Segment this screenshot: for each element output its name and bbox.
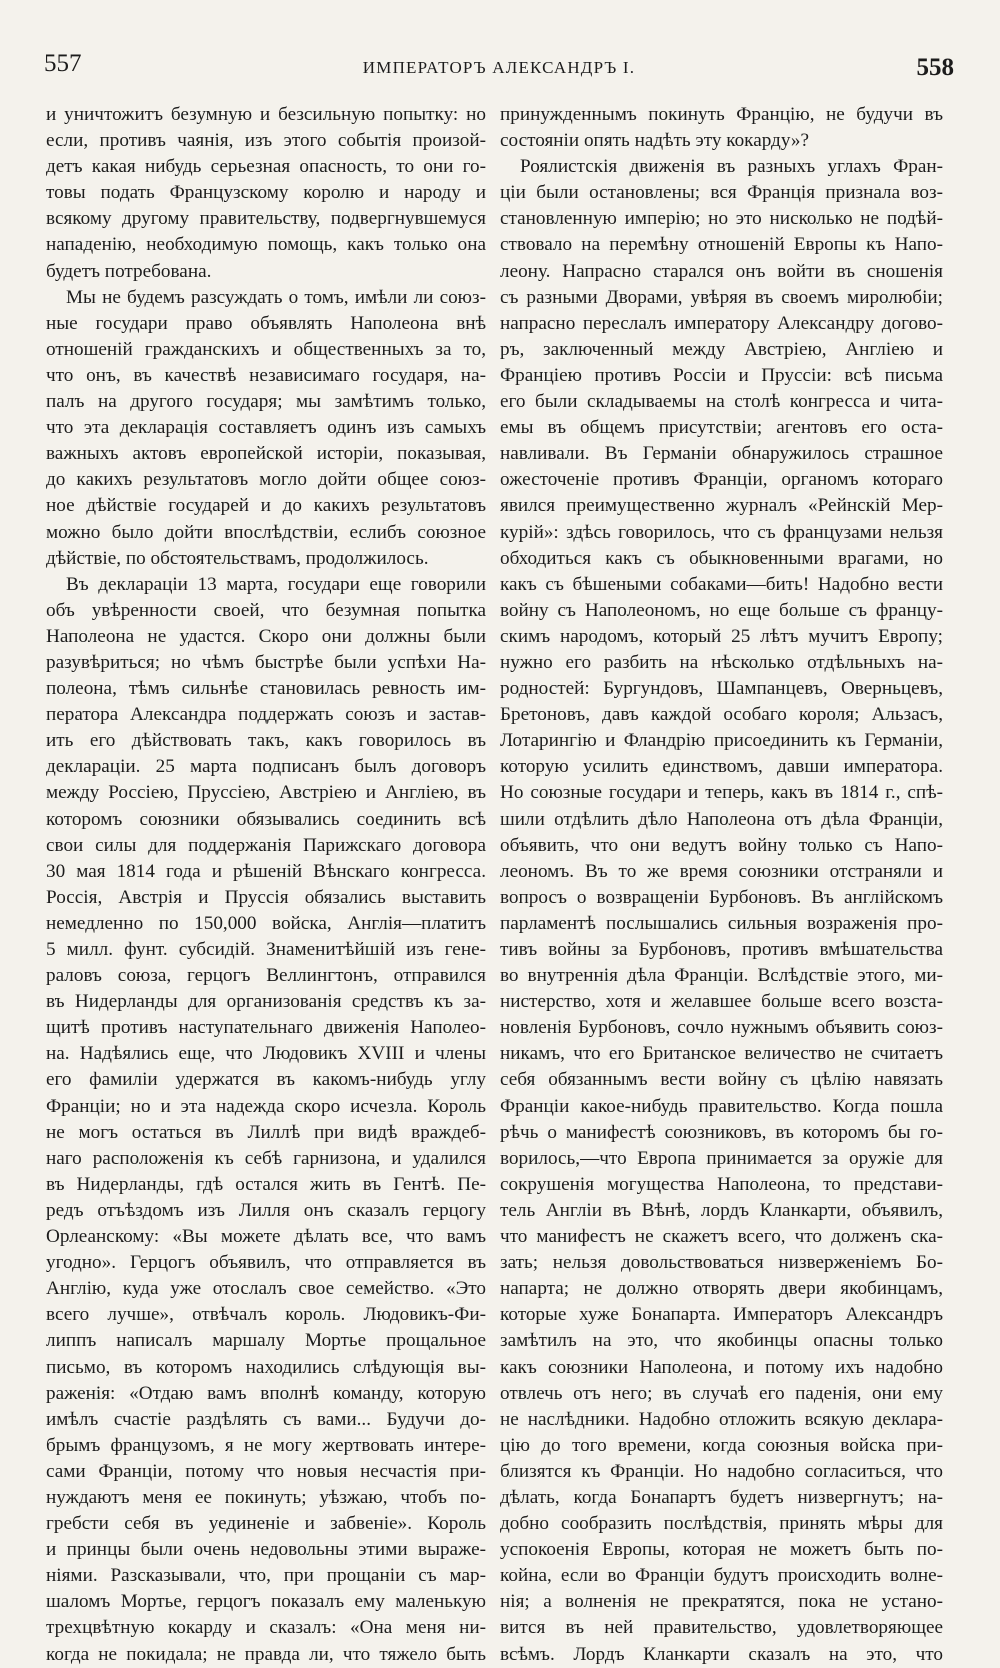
text-line: письмо, въ которомъ находились слѣдующія вы- — [46, 1356, 486, 1378]
text-line: липпъ написалъ маршалу Мортье прощальное — [46, 1330, 486, 1352]
text-line: которомъ союзники обязывались соединить всѣ — [46, 808, 486, 830]
text-line: ное дѣйствіе государей и до какихъ результатовъ — [46, 495, 486, 517]
text-line: напарта; не должно отворять двери якобинцамъ, — [500, 1278, 943, 1300]
text-line: обходиться какъ съ обыкновенными врагами, но — [500, 547, 943, 569]
text-line: объявить, что они ведутъ войну только съ Напо- — [500, 834, 943, 856]
page-number-left: 557 — [44, 50, 82, 77]
text-line: ные государи право объявлять Наполеона внѣ — [46, 312, 486, 334]
running-head — [44, 46, 954, 86]
text-line: ціи были остановлены; вся Франція признала воз- — [500, 182, 943, 204]
text-line: разувѣриться; но чѣмъ быстрѣе были успѣхи На- — [46, 651, 486, 673]
text-line: родностей: Бургундовъ, Шампанцевъ, Оверньцевъ, — [500, 678, 943, 700]
text-line: его фамиліи удержатся въ какомъ-нибудь углу — [46, 1069, 486, 1091]
text-line: между Россіею, Пруссіею, Австріею и Англіею, въ — [46, 782, 486, 804]
text-line: сами Франціи, потому что новыя несчастія при- — [46, 1460, 486, 1482]
text-line: рѣчь о манифестѣ союзниковъ, въ которомъ бы го- — [500, 1121, 943, 1143]
text-line: дѣлать, когда Бонапартъ будетъ низвергнутъ; на- — [500, 1486, 943, 1508]
text-line: Бретоновъ, давъ каждой особаго короля; Альзасъ, — [500, 704, 943, 726]
text-line: важныхъ актовъ европейской исторіи, показывая, — [46, 443, 486, 465]
text-line: Лотарингію и Фландрію присоединить къ Германіи, — [500, 730, 943, 752]
text-line: не могъ остаться въ Лиллѣ при видѣ враждеб- — [46, 1121, 486, 1143]
text-line: навливали. Въ Германіи обнаружилось страшное — [500, 443, 943, 465]
text-line: курій»: здѣсь говорилось, что съ французами нельзя — [500, 521, 943, 543]
text-line: Въ деклараціи 13 марта, государи еще говорили — [66, 573, 486, 595]
text-line: принужденнымъ покинуть Францію, не будучи въ — [500, 104, 943, 125]
text-line: Англію, куда уже отослалъ свое семейство. «Это — [46, 1278, 486, 1300]
text-line: Орлеанскому: «Вы можете дѣлать все, что вамъ — [46, 1226, 486, 1248]
text-line: добно сообразить послѣдствія, принять мѣры для — [500, 1513, 943, 1535]
text-line: когда не покидала; не правда ли, что тяжело быть — [46, 1643, 486, 1665]
text-line: что онъ, въ качествѣ независимаго государя, на- — [46, 364, 486, 386]
text-line: его были складываемы на столѣ конгресса и чита- — [500, 391, 943, 413]
text-line: наго расположенія къ себѣ гарнизона, и удалился — [46, 1147, 486, 1169]
text-line: трехцвѣтную кокарду и сказалъ: «Она меня ни- — [46, 1617, 486, 1639]
text-line: всякому другому правительству, подвергнувшемуся — [46, 208, 486, 230]
text-line: на. Надѣялись еще, что Людовикъ XVIII и члены — [46, 1043, 486, 1065]
text-line: себя обязаннымъ вести войну съ цѣлію навязать — [500, 1069, 943, 1091]
text-line: скимъ народомъ, который 25 лѣтъ мучитъ Европу; — [500, 625, 943, 647]
text-line: цію до того времени, когда союзныя войска при- — [500, 1434, 943, 1456]
text-line: которую усилить единствомъ, давши императора. — [500, 756, 943, 778]
text-line: если, противъ чаянія, изъ этого событія произой- — [46, 130, 486, 152]
text-line: детъ какая нибудь серьезная опасность, то они го- — [46, 156, 486, 178]
text-line: отношеній гражданскихъ и общественныхъ за то, — [46, 338, 486, 360]
text-line: ператора Александра поддержать союзъ и застав- — [46, 704, 486, 726]
text-line: 30 мая 1814 года и рѣшеній Вѣнскаго конгресса. — [46, 860, 486, 882]
text-line: нія; а волненія не прекратятся, пока не устано- — [500, 1591, 943, 1613]
text-line: можно было дойти впослѣдствіи, еслибъ союзное — [46, 521, 486, 543]
text-line: койна, если во Франціи будутъ происходить волне- — [500, 1565, 943, 1587]
text-line: тивъ войны за Бурбоновъ, противъ вмѣшательства — [500, 939, 943, 960]
text-line: новленія Бурбоновъ, сочло нужнымъ объявить союз- — [500, 1017, 943, 1039]
text-line: деклараціи. 25 марта подписанъ былъ договоръ — [46, 756, 486, 778]
text-line: имѣлъ счастіе раздѣлять съ вами... Будучи до- — [46, 1408, 486, 1430]
text-line: какъ съ бѣшеными собаками—бить! Надобно вести — [500, 573, 943, 595]
text-line: явился преимущественно журналъ «Рейнскій Мер- — [500, 495, 943, 517]
text-line: брымъ французомъ, я не могу жертвовать интере- — [46, 1434, 486, 1456]
text-line: Франціею противъ Россіи и Пруссіи: всѣ письма — [500, 364, 943, 386]
text-line: не наслѣдники. Надобно отложить всякую деклара- — [500, 1408, 943, 1430]
text-line: Наполеона не удастся. Скоро они должны были — [46, 625, 486, 647]
text-line: замѣтилъ на это, что якобинцы опасны только — [500, 1330, 943, 1352]
running-title: ИМПЕРАТОРЪ АЛЕКСАНДРЪ I. — [362, 58, 636, 77]
text-line: Франціи; но и эта надежда скоро исчезла. Король — [46, 1095, 486, 1117]
text-line: щитѣ противъ наступательнаго движенія Наполео- — [46, 1017, 486, 1039]
text-line: въ Нидерланды для организованія средствъ къ за- — [46, 991, 486, 1013]
text-line: нападенію, необходимую помощь, какъ только она — [46, 234, 486, 256]
text-line: ворилось,—что Европа принимается за оружіе для — [500, 1147, 943, 1169]
right-text-column — [500, 102, 943, 1668]
text-line: дѣйствіе, по обстоятельствамъ, продолжилось. — [46, 547, 429, 569]
text-line: будетъ потребована. — [46, 260, 212, 282]
text-line: нистерство, хотя и желавшее больше всего возста- — [500, 991, 943, 1013]
text-line: зать; нельзя довольствоваться низверженіемъ Бо- — [500, 1252, 943, 1274]
text-line: шили отдѣлить дѣло Наполеона отъ дѣла Франціи, — [500, 808, 943, 830]
text-line: успокоенія Европы, которая не можетъ быть по- — [500, 1539, 943, 1561]
text-line: какъ союзники Наполеона, и потому ихъ надобно — [500, 1356, 943, 1378]
text-line: немедленно по 150,000 войска, Англія—платитъ — [46, 912, 486, 934]
text-line: товы подать Французскому королю и народу и — [46, 182, 486, 204]
text-line: полеона, тѣмъ сильнѣе становилась ревность им- — [46, 678, 486, 700]
text-line: раловъ союза, герцогъ Веллингтонъ, отправился — [46, 965, 486, 987]
text-line: ить его дѣйствовать такъ, какъ говорилось въ — [46, 730, 486, 752]
text-line: емы въ общемъ присутствіи; агентовъ его оста- — [500, 417, 943, 439]
text-line: напрасно переслалъ императору Александру догово- — [500, 312, 943, 334]
text-line: свои силы для поддержанія Парижскаго договора — [46, 834, 486, 856]
text-line: Россія, Австрія и Пруссія обязались выставить — [46, 886, 486, 908]
text-line: палъ на другого государя; мы замѣтимъ только, — [46, 391, 486, 413]
text-line: Мы не будемъ разсуждать о томъ, имѣли ли союз- — [66, 286, 486, 308]
text-line: Франціи какое-нибудь правительство. Когда пошла — [500, 1095, 943, 1117]
text-line: и уничтожитъ безумную и безсильную попытку: но — [46, 104, 486, 125]
text-line: угодно». Герцогъ объявилъ, что отправляется въ — [46, 1252, 486, 1274]
text-line: войну съ Наполеономъ, но еще больше съ францу- — [500, 599, 943, 621]
text-line: и принцы были очень недовольны этими выраже- — [46, 1539, 486, 1561]
text-line: ръ, заключенный между Австріею, Англіею и — [500, 338, 943, 360]
text-line: нужно его разбить на нѣсколько отдѣльныхъ на- — [500, 651, 943, 673]
text-line: объ увѣренности своей, что безумная попытка — [46, 599, 486, 621]
text-line: что эта декларація составляетъ одинъ изъ самыхъ — [46, 417, 486, 439]
text-line: шаломъ Мортье, герцогъ показалъ ему маленькую — [46, 1591, 486, 1613]
text-line: раженія: «Отдаю вамъ вполнѣ команду, которую — [46, 1382, 486, 1404]
text-line: которые хуже Бонапарта. Императоръ Александръ — [500, 1304, 943, 1326]
text-line: во внутреннія дѣла Франціи. Вслѣдствіе этого, ми- — [500, 965, 943, 987]
text-line: гребсти себя въ уединеніе и забвеніе». Король — [46, 1513, 486, 1535]
text-line: состояніи опять надѣть эту кокарду»? — [500, 130, 810, 152]
text-line: леономъ. Въ то же время союзники отстраняли и — [500, 860, 943, 882]
page-number-right: 558 — [916, 54, 954, 81]
text-line: тель Англіи въ Вѣнѣ, лордъ Кланкарти, объявилъ, — [500, 1199, 943, 1221]
text-line: ніями. Разсказывали, что, при прощаніи съ мар- — [46, 1565, 486, 1587]
text-line: парламентѣ послышались сильныя возраженія про- — [500, 912, 943, 934]
text-line: нуждаютъ меня ее покинуть; уѣзжаю, чтобъ по- — [46, 1486, 486, 1508]
text-line: ствовало на перемѣну отношеній Европы къ Напо- — [500, 234, 943, 256]
text-line: вится въ ней правительство, удовлетворяющее — [500, 1617, 943, 1639]
text-line: что манифестъ не скажетъ всего, что долженъ ска- — [500, 1226, 943, 1248]
text-line: до какихъ результатовъ могло дойти общее союз- — [46, 469, 486, 491]
text-line: редъ отъѣздомъ изъ Лилля онъ сказалъ герцогу — [46, 1199, 486, 1221]
text-line: леону. Напрасно старался онъ войти въ сношенія — [500, 260, 943, 282]
text-line: въ Нидерланды, гдѣ остался жить въ Гентѣ. Пе- — [46, 1173, 486, 1195]
text-line: ожесточеніе противъ Франціи, органомъ котораго — [500, 469, 943, 491]
text-line: съ разными Дворами, увѣряя въ своемъ миролюбіи; — [500, 286, 943, 308]
left-text-column — [46, 102, 486, 1668]
text-line: Роялистскія движенія въ разныхъ углахъ Фран- — [520, 156, 943, 178]
text-line: близятся къ Франціи. Но надобно согласиться, что — [500, 1460, 943, 1482]
text-line: никамъ, что его Британское величество не считаетъ — [500, 1043, 943, 1065]
text-line: всѣмъ. Лордъ Кланкарти сказалъ на это, что — [500, 1643, 943, 1665]
text-line: сокрушенія могущества Наполеона, то представи- — [500, 1173, 943, 1195]
text-line: отвлечь отъ него; въ случаѣ его паденія, они ему — [500, 1382, 943, 1404]
text-line: Но союзные государи и теперь, какъ въ 1814 г., спѣ- — [500, 782, 943, 804]
text-line: вопросъ о возвращеніи Бурбоновъ. Въ англійскомъ — [500, 886, 943, 908]
text-line: становленную имперію; но это нисколько не подѣй- — [500, 208, 943, 230]
text-line: 5 милл. фунт. субсидій. Знаменитѣйшій изъ гене- — [46, 939, 486, 960]
text-line: всего лучше», отвѣчалъ король. Людовикъ-Фи- — [46, 1304, 486, 1326]
